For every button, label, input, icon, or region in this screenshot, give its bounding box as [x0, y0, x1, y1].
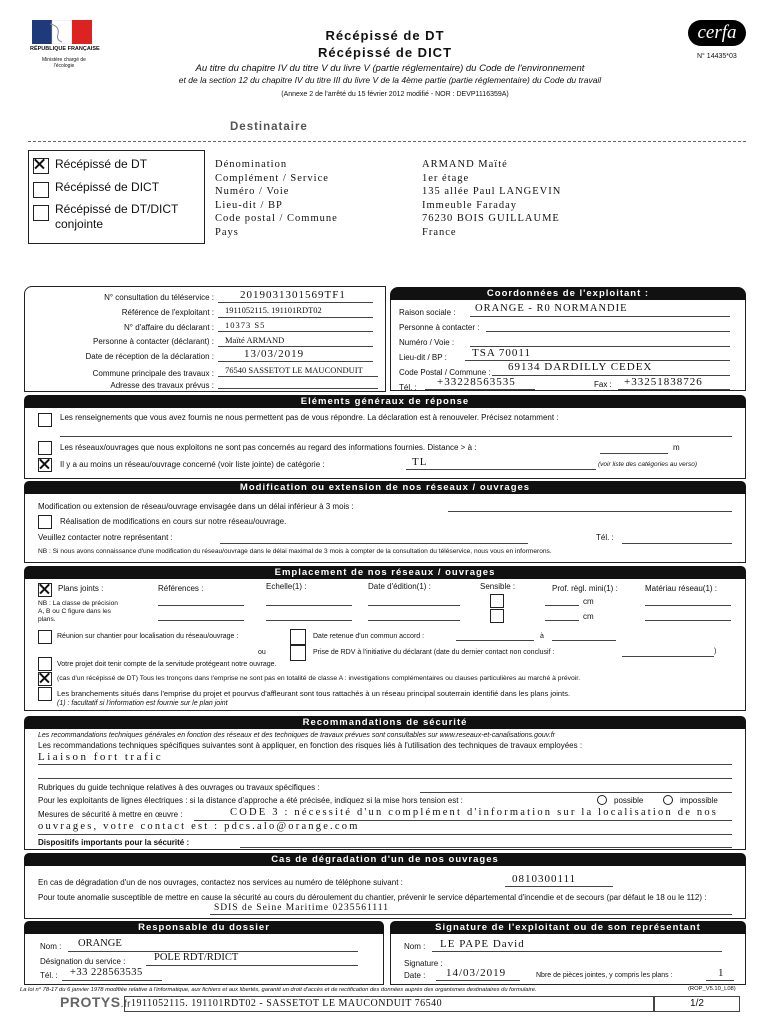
field-line — [194, 820, 732, 821]
distance-unit: m — [673, 443, 680, 452]
exploitant-tel[interactable]: +33228563535 — [437, 376, 516, 388]
field-line — [218, 331, 373, 332]
radio-impossible[interactable] — [663, 795, 673, 805]
contact-declarant[interactable]: Maïté ARMAND — [225, 335, 285, 345]
references-field[interactable] — [158, 620, 244, 621]
checkbox-renseignements[interactable] — [38, 413, 52, 427]
destinataire-values — [422, 158, 561, 239]
page-title-2: Récépissé de DICT — [317, 45, 453, 60]
col-plans-joints: Plans joints : — [58, 584, 104, 593]
elements-line-1: Les renseignements que vous avez fournis ne nous permettent pas de vous répondre. La déclaration est à renouveler. Précisez notamment : — [60, 413, 559, 422]
dest-label: Dénomination — [215, 159, 288, 170]
field-line — [448, 511, 732, 512]
fax-label: Fax : — [594, 380, 612, 389]
prof-field[interactable] — [545, 605, 579, 606]
col-prof-mini: Prof. règl. mini(1) : — [552, 584, 618, 593]
checkbox-sensible-1[interactable] — [490, 594, 504, 608]
securite-line-1: Les recommandations techniques générales en fonction des réseaux et des techniques de travaux prévues sont consultables sur www.reseaux-et-canalisations.gouv.fr — [38, 732, 555, 739]
securite-heading: Recommandations de sécurité — [24, 716, 746, 729]
field-line — [218, 346, 373, 347]
dest-value: 76230 BOIS GUILLAUME — [422, 213, 560, 224]
elements-line-3: Il y a au moins un réseau/ouvrage concerné (voir liste jointe) de catégorie : — [60, 460, 325, 469]
col-date-edition: Date d'édition(1) : — [368, 582, 431, 591]
sdis-contact[interactable]: SDIS de Seine Maritime 0235561111 — [214, 903, 389, 913]
field-line — [218, 388, 378, 389]
date-reception[interactable]: 13/03/2019 — [244, 348, 305, 360]
dest-label: Pays — [215, 226, 239, 238]
degradation-heading: Cas de dégradation d'un de nos ouvrages — [24, 853, 746, 866]
securite-line-2: Les recommandations techniques spécifiques suivantes sont à appliquer, en fonction des risques liés à l'utilisation des techniques de travaux employées : — [38, 741, 583, 750]
checkbox-concerne[interactable] — [38, 458, 52, 472]
footer-reference: 1911052115. 191101RDT02 - SASSETOT LE MAUCONDUIT 76540 — [124, 996, 654, 1012]
consult-label: Adresse des travaux prévus : — [110, 380, 214, 390]
securite-line-3: Rubriques du guide technique relatives à des ouvrages ou travaux spécifiques : — [38, 783, 320, 792]
rdv-field[interactable] — [622, 656, 714, 657]
exploitant-label: Code Postal / Commune : — [399, 368, 491, 377]
option-recepisse-dict: Récépissé de DICT — [55, 180, 160, 194]
date-edition-field[interactable] — [368, 620, 460, 621]
rdv-close: ) — [714, 648, 717, 655]
materiau-field[interactable] — [645, 620, 731, 621]
elements-heading: Eléments généraux de réponse — [24, 395, 746, 408]
servitude-label: Votre projet doit tenir compte de la servitude protégeant notre ouvrage. — [57, 661, 277, 668]
distance-field[interactable] — [600, 453, 668, 454]
exploitant-fax[interactable]: +33251838726 — [624, 376, 703, 388]
modification-line-1: Modification ou extension de réseau/ouvrage envisagée dans un délai inférieur à 3 mois : — [38, 502, 354, 511]
modification-line-2: Réalisation de modifications en cours sur notre réseau/ouvrage. — [60, 517, 287, 526]
protys-logo — [60, 994, 131, 1010]
option-recepisse-dt: Récépissé de DT — [55, 157, 148, 171]
prof-unit: cm — [583, 612, 594, 621]
pieces-jointes-count[interactable]: 1 — [718, 967, 725, 979]
ou-label: ou — [258, 649, 266, 656]
a-label: à — [540, 633, 544, 640]
dest-label: Lieu-dit / BP — [215, 199, 283, 211]
field-line — [60, 436, 732, 437]
degradation-line-1: En cas de dégradation d'un de nos ouvrages, contactez nos services au numéro de téléphone suivant : — [38, 878, 403, 887]
dest-value: France — [422, 226, 457, 238]
mesures-securite[interactable]: CODE 3 : nécessité d'un complément d'information sur la localisation de nos ouvrages, votre contact est : pdcs.alo@orange.com — [38, 807, 719, 832]
field-line — [505, 886, 613, 887]
exploitant-label: Numéro / Voie : — [399, 338, 455, 347]
branchements-label: Les branchements situés dans l'emprise du projet et pourvus d'affleurant sont tous rattachés à un réseau principal souterrain identifié dans les plans joints. — [57, 689, 571, 698]
degradation-line-2: Pour toute anomalie susceptible de mettre en cause la sécurité au cours du déroulement du chantier, prévenir le service départemental d'incendie et de secours (par défaut le 18 ou le 112) : — [38, 893, 707, 902]
field-line — [146, 965, 358, 966]
checkbox-recepisse-conjointe[interactable] — [33, 205, 49, 221]
responsable-nom-label: Nom : — [40, 942, 62, 951]
field-line — [210, 914, 732, 915]
ministry-label: Ministère chargé de l'écologie — [42, 57, 86, 69]
references-field[interactable] — [158, 605, 244, 606]
modification-line-3: Veuillez contacter notre représentant : — [38, 533, 173, 542]
reunion-label: Réunion sur chantier pour localisation du réseau/ouvrage : — [57, 633, 239, 640]
field-line — [38, 778, 732, 779]
page-title: Récépissé de DT — [325, 28, 445, 43]
col-sensible: Sensible : — [480, 582, 516, 591]
responsable-tel[interactable]: +33 228563535 — [70, 967, 143, 978]
prof-unit: cm — [583, 597, 594, 606]
form-code: (ROP_V5.10_L08) — [688, 986, 736, 992]
impossible-label: impossible — [680, 796, 718, 805]
field-line — [406, 469, 596, 470]
cerfa-logo: cerfa — [688, 20, 746, 46]
field-line — [470, 316, 730, 317]
lieudit-bp[interactable]: TSA 70011 — [472, 347, 532, 359]
checkbox-rdv[interactable] — [290, 645, 306, 661]
consult-label: N° consultation du téléservice : — [104, 293, 214, 302]
signature-nom[interactable]: LE PAPE David — [440, 938, 525, 950]
field-line — [62, 980, 162, 981]
dest-value: 1er étage — [422, 172, 470, 184]
dest-label: Code postal / Commune — [215, 213, 338, 224]
dest-label: Complément / Service — [215, 172, 329, 184]
field-line — [706, 980, 734, 981]
field-line — [38, 764, 732, 765]
date-edition-field[interactable] — [368, 605, 460, 606]
checkbox-servitude[interactable] — [38, 657, 52, 671]
checkbox-recepisse-dt[interactable] — [33, 158, 49, 174]
signature-date-label: Date : — [404, 971, 426, 980]
exploitant-label: Personne à contacter : — [399, 323, 480, 332]
affaire-declarant[interactable]: 10373 S5 — [225, 320, 266, 330]
law-notice: La loi n° 78-17 du 6 janvier 1978 modifiée relative à l'informatique, aux fichiers et aux libertés, garantit un droit d'accès et de rectification des données auprès des organismes destinataires du formulaire. — [20, 987, 537, 993]
republic-label: RÉPUBLIQUE FRANÇAISE — [30, 46, 100, 52]
option-recepisse-conjointe: Récépissé de DT/DICT conjointe — [55, 202, 179, 231]
modification-nb: NB : Si nous avons connaissance d'une modification du réseau/ouvrage dans le délai maximal de 3 mois à compter de la consultation du téléservice, nous vous en informerons. — [38, 548, 552, 555]
date-retenue-field[interactable] — [456, 640, 534, 641]
consultation-number[interactable]: 2019031301569TF1 — [240, 289, 346, 301]
modification-tel-field[interactable] — [622, 543, 732, 544]
page-number: 1/2 — [654, 996, 740, 1012]
checkbox-non-concernes[interactable] — [38, 441, 52, 455]
emplacement-heading: Emplacement de nos réseaux / ouvrages — [24, 566, 746, 579]
exploitant-label: Raison sociale : — [399, 308, 456, 317]
dest-value: 135 allée Paul LANGEVIN — [422, 186, 562, 197]
pieces-jointes-label: Nbre de pièces jointes, y compris les plans : — [536, 972, 673, 979]
recommandation-specifique[interactable]: Liaison fort trafic — [38, 751, 164, 763]
representant-field[interactable] — [220, 543, 528, 544]
responsable-tel-label: Tél. : — [40, 971, 58, 980]
field-line — [425, 389, 535, 390]
consult-label: Commune principale des travaux : — [92, 368, 214, 378]
dest-value: Immeuble Faraday — [422, 199, 518, 211]
date-retenue-label: Date retenue d'un commun accord : — [313, 633, 425, 640]
field-line — [218, 376, 378, 377]
responsable-heading: Responsable du dossier — [24, 921, 384, 934]
materiau-field[interactable] — [645, 605, 731, 606]
signature-date[interactable]: 14/03/2019 — [446, 967, 507, 979]
dest-label: Numéro / Voie — [215, 186, 290, 197]
exploitant-heading: Coordonnées de l'exploitant : — [390, 287, 746, 300]
subtitle-2: et de la section 12 du chapitre IV du titre III du livre V de la 4ème partie (partie réglementaire) du Code du travail — [178, 75, 602, 85]
field-line — [432, 951, 722, 952]
securite-line-6: Dispositifs importants pour la sécurité : — [38, 838, 190, 847]
radio-possible[interactable] — [597, 795, 607, 805]
categorie-note: (voir liste des catégories au verso) — [598, 461, 697, 468]
heure-field[interactable] — [552, 640, 616, 641]
exploitant-label: Tél. : — [399, 383, 417, 392]
checkbox-dt-classe[interactable] — [38, 672, 52, 686]
field-line — [420, 792, 732, 793]
prof-field[interactable] — [545, 620, 579, 621]
checkbox-branchements[interactable] — [38, 687, 52, 701]
code-postal-commune[interactable]: 69134 DARDILLY CEDEX — [508, 361, 653, 373]
possible-label: possible — [614, 796, 644, 805]
destinataire-labels — [215, 158, 338, 239]
protys-tld: .fr — [120, 999, 131, 1010]
degradation-phone[interactable]: 0810300111 — [512, 873, 577, 885]
col-echelle: Echelle(1) : — [266, 582, 307, 591]
rdv-label: Prise de RDV à l'initiative du déclarant (date du dernier contact non conclusif : — [313, 649, 555, 656]
col-materiau: Matériau réseau(1) : — [645, 584, 718, 593]
field-line — [618, 389, 730, 390]
destinataire-heading: Destinataire — [230, 121, 308, 133]
checkbox-date-retenue[interactable] — [290, 629, 306, 645]
field-line — [218, 302, 373, 303]
field-line — [436, 980, 520, 981]
field-line — [38, 834, 732, 835]
consult-label: Référence de l'exploitant : — [121, 307, 214, 317]
consult-label: Personne à contacter (déclarant) : — [93, 337, 214, 347]
checkbox-sensible-2[interactable] — [490, 609, 504, 623]
signature-nom-label: Nom : — [404, 942, 426, 951]
commune-travaux[interactable]: 76540 SASSETOT LE MAUCONDUIT — [225, 365, 363, 375]
dt-classe-label: (cas d'un récépissé de DT) Tous les tronçons dans l'emprise ne sont pas en totalité de classe A : investigations complémentaires ou clauses particulières au marché à prévoir. — [57, 675, 581, 682]
echelle-field[interactable] — [266, 620, 352, 621]
securite-line-5: Mesures de sécurité à mettre en œuvre : — [38, 810, 183, 819]
consult-label: Date de réception de la déclaration : — [85, 352, 214, 362]
raison-sociale[interactable]: ORANGE - R0 NORMANDIE — [475, 303, 628, 314]
subtitle-3: (Annexe 2 de l'arrêté du 15 février 2012 modifié - NOR : DEVP1116359A) — [281, 91, 509, 98]
responsable-service[interactable]: POLE RDT/RDICT — [154, 952, 239, 963]
categorie-value[interactable]: TL — [412, 456, 428, 468]
responsable-nom[interactable]: ORANGE — [78, 938, 122, 949]
destinataire-divider — [28, 141, 746, 142]
exploitant-label: Lieu-dit / BP : — [399, 353, 447, 362]
cerfa-number: N° 14435*03 — [697, 53, 737, 60]
signature-heading: Signature de l'exploitant ou de son représentant — [390, 921, 746, 934]
checkbox-reunion[interactable] — [38, 630, 52, 644]
reference-exploitant[interactable]: 1911052115. 191101RDT02 — [225, 305, 322, 315]
responsable-service-label: Désignation du service : — [40, 957, 126, 966]
field-line — [218, 317, 373, 318]
field-line — [486, 331, 730, 332]
modification-tel-label: Tél. : — [596, 533, 614, 542]
consult-label: N° d'affaire du déclarant : — [124, 322, 214, 332]
signature-label: Signature : — [404, 959, 443, 968]
checkbox-recepisse-dict[interactable] — [33, 182, 49, 198]
checkbox-realisation-modifications[interactable] — [38, 515, 52, 529]
field-line — [218, 361, 373, 362]
col-references: Références : — [158, 584, 204, 593]
consult-labels — [28, 291, 214, 392]
dest-value: ARMAND Maïté — [422, 159, 508, 170]
protys-brand: PROTYS — [60, 994, 121, 1010]
field-line — [240, 847, 732, 848]
modification-heading: Modification ou extension de nos réseaux / ouvrages — [24, 481, 746, 494]
emplacement-footnote: (1) : facultatif si l'information est fournie sur le plan joint — [57, 700, 228, 707]
emplacement-nb: NB : La classe de précision A, B ou C figure dans les plans. — [38, 600, 118, 623]
securite-line-4: Pour les exploitants de lignes électriques : si la distance d'approche a été précisée, indiquez si la mise hors tension est : — [38, 796, 463, 805]
echelle-field[interactable] — [266, 605, 352, 606]
subtitle-1: Au titre du chapitre IV du titre V du livre V (partie réglementaire) du Code de l'environnement — [195, 63, 585, 74]
checkbox-plans-joints[interactable] — [38, 583, 52, 597]
elements-line-2: Les réseaux/ouvrages que nous exploitons ne sont pas concernés au regard des informations fournies. Distance > à : — [60, 443, 477, 452]
